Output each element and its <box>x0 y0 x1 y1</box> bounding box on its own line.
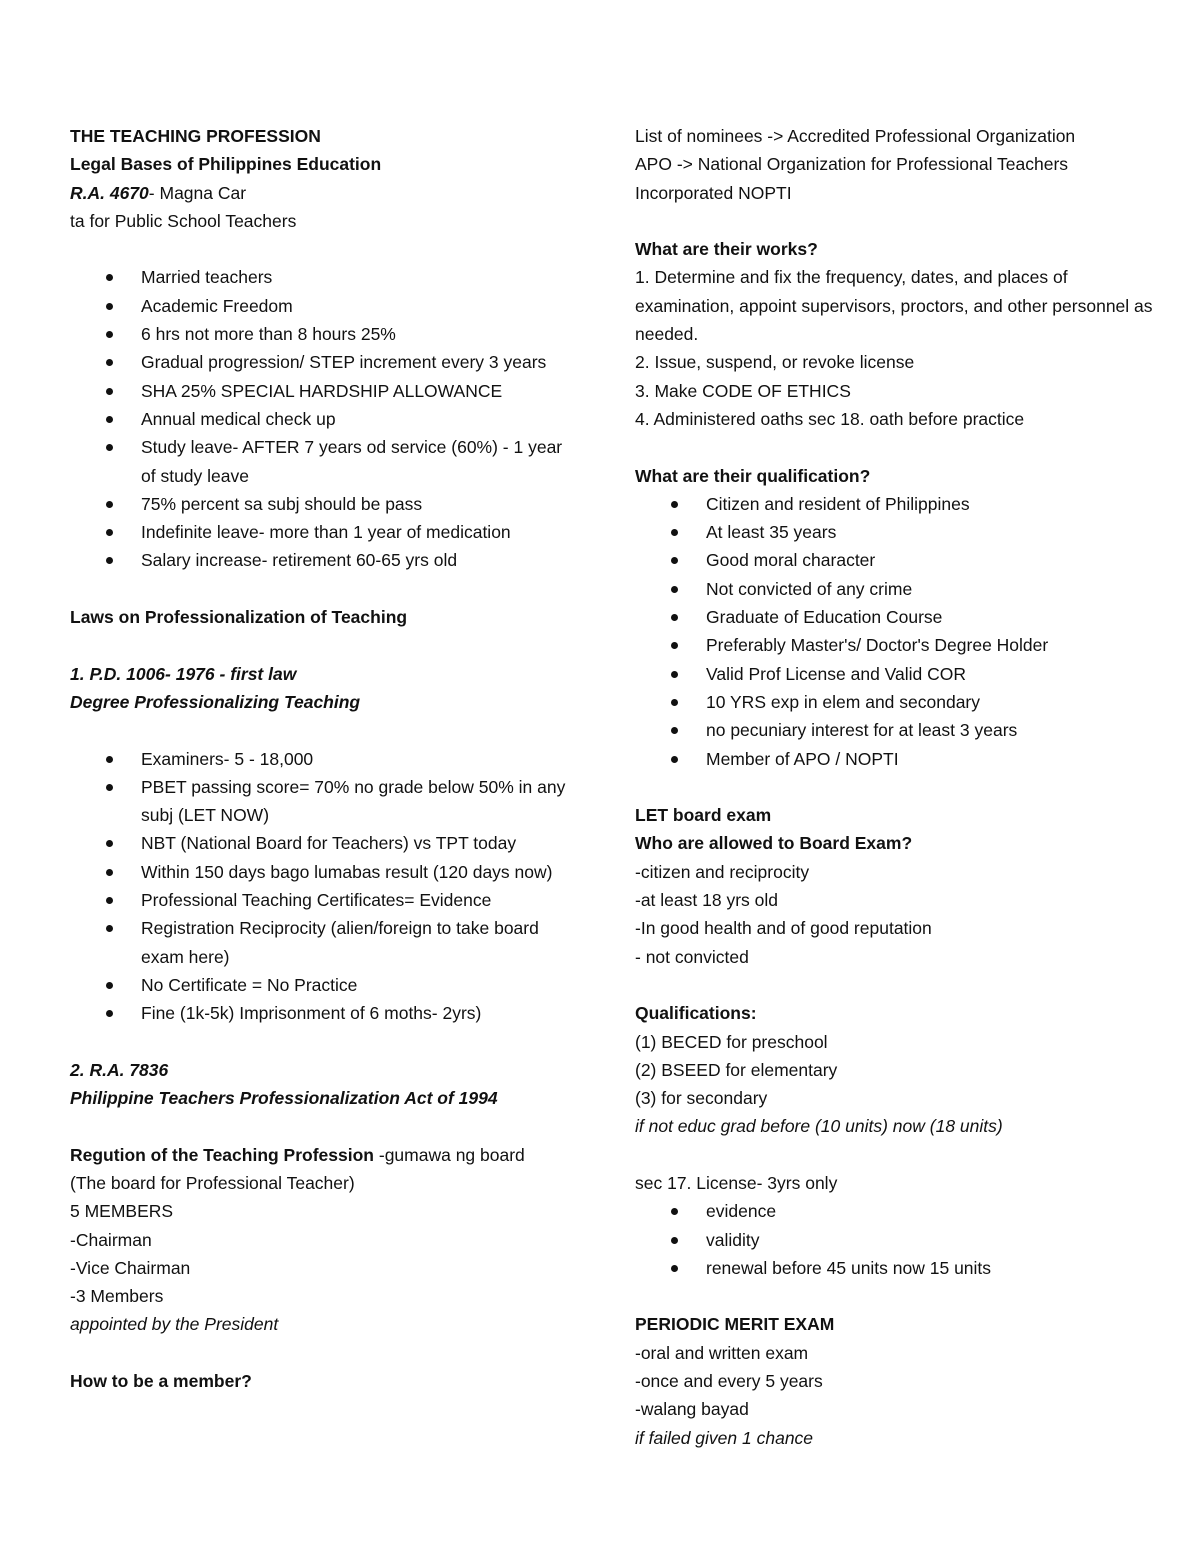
list-item: Good moral character <box>635 546 1155 574</box>
member-vice-chairman: -Vice Chairman <box>70 1257 191 1278</box>
sec17-heading: sec 17. License- 3yrs only <box>635 1172 838 1193</box>
appointed-note: appointed by the President <box>70 1314 279 1335</box>
works-item-1: 1. Determine and fix the frequency, dates, and places of examination, appoint supervisors, proctors, and other personnel as needed. <box>635 267 1153 345</box>
list-item: 75% percent sa subj should be pass <box>70 490 580 518</box>
qualification-heading: What are their qualification? <box>635 465 871 486</box>
ra4670-rest: - Magna Car <box>148 182 247 203</box>
left-column <box>70 122 580 1395</box>
qualification-list <box>635 490 1155 773</box>
member-chairman: -Chairman <box>70 1229 152 1250</box>
who-item-4: - not convicted <box>635 946 749 967</box>
who-item-1: -citizen and reciprocity <box>635 861 810 882</box>
ra4670-code: R.A. 4670 <box>70 182 149 203</box>
qualifications-note: if not educ grad before (10 units) now (18 units) <box>635 1116 1003 1137</box>
nominees-line-1: List of nominees -> Accredited Professional Organization <box>635 126 1076 146</box>
list-item: Preferably Master's/ Doctor's Degree Holder <box>635 631 1155 659</box>
regution-heading <box>70 1141 580 1169</box>
works-item-2: 2. Issue, suspend, or revoke license <box>635 352 915 373</box>
list-item: Fine (1k-5k) Imprisonment of 6 moths- 2yrs) <box>70 999 580 1027</box>
ra7836-title: 2. R.A. 7836 <box>70 1059 169 1080</box>
regution-bold: Regution of the Teaching Profession <box>70 1144 374 1165</box>
ra4670-list <box>70 263 580 574</box>
how-member-heading: How to be a member? <box>70 1371 252 1392</box>
ra4670-heading <box>70 179 580 207</box>
list-item: Member of APO / NOPTI <box>635 745 1155 773</box>
qualifications-heading: Qualifications: <box>635 1003 757 1024</box>
regution-rest: -gumawa ng board <box>374 1144 525 1165</box>
page-title: THE TEACHING PROFESSION <box>70 126 321 146</box>
who-allowed-heading: Who are allowed to Board Exam? <box>635 833 913 854</box>
pme-item-2: -once and every 5 years <box>635 1371 823 1392</box>
pme-item-1: -oral and written exam <box>635 1342 809 1363</box>
qualifications-item-1: (1) BECED for preschool <box>635 1031 828 1052</box>
list-item: SHA 25% SPECIAL HARDSHIP ALLOWANCE <box>70 377 580 405</box>
list-item: evidence <box>635 1197 1155 1225</box>
legal-bases-heading: Legal Bases of Philippines Education <box>70 154 382 175</box>
who-item-2: -at least 18 yrs old <box>635 890 778 911</box>
works-item-3: 3. Make CODE OF ETHICS <box>635 380 851 401</box>
list-item: Annual medical check up <box>70 405 580 433</box>
list-item: At least 35 years <box>635 518 1155 546</box>
qualifications-item-2: (2) BSEED for elementary <box>635 1059 838 1080</box>
list-item: Examiners- 5 - 18,000 <box>70 745 580 773</box>
list-item: Not convicted of any crime <box>635 575 1155 603</box>
nominees-line-3: Incorporated NOPTI <box>635 182 792 203</box>
let-heading: LET board exam <box>635 805 772 826</box>
pd1006-list <box>70 745 580 1028</box>
right-column <box>635 122 1155 1452</box>
list-item: Indefinite leave- more than 1 year of medication <box>70 518 580 546</box>
ra7836-subtitle: Philippine Teachers Professionalization Act of 1994 <box>70 1088 498 1109</box>
list-item: Married teachers <box>70 263 580 291</box>
list-item: 6 hrs not more than 8 hours 25% <box>70 320 580 348</box>
works-heading: What are their works? <box>635 239 818 260</box>
list-item: Gradual progression/ STEP increment every 3 years <box>70 348 580 376</box>
list-item: 10 YRS exp in elem and secondary <box>635 688 1155 716</box>
list-item: Registration Reciprocity (alien/foreign to take board exam here) <box>70 914 580 971</box>
list-item: NBT (National Board for Teachers) vs TPT today <box>70 829 580 857</box>
list-item: Study leave- AFTER 7 years od service (60%) - 1 year of study leave <box>70 433 580 490</box>
list-item: Salary increase- retirement 60-65 yrs old <box>70 546 580 574</box>
laws-heading: Laws on Professionalization of Teaching <box>70 607 408 628</box>
works-item-4: 4. Administered oaths sec 18. oath before practice <box>635 408 1025 429</box>
list-item: no pecuniary interest for at least 3 years <box>635 716 1155 744</box>
pme-heading: PERIODIC MERIT EXAM <box>635 1314 835 1335</box>
board-name: (The board for Professional Teacher) <box>70 1172 355 1193</box>
list-item: Citizen and resident of Philippines <box>635 490 1155 518</box>
list-item: renewal before 45 units now 15 units <box>635 1254 1155 1282</box>
member-three: -3 Members <box>70 1286 164 1307</box>
list-item: Professional Teaching Certificates= Evidence <box>70 886 580 914</box>
sec17-list <box>635 1197 1155 1282</box>
list-item: Valid Prof License and Valid COR <box>635 660 1155 688</box>
list-item: Graduate of Education Course <box>635 603 1155 631</box>
list-item: Within 150 days bago lumabas result (120 days now) <box>70 858 580 886</box>
pme-item-3: -walang bayad <box>635 1399 749 1420</box>
list-item: validity <box>635 1226 1155 1254</box>
nominees-line-2: APO -> National Organization for Professional Teachers <box>635 154 1069 175</box>
list-item: No Certificate = No Practice <box>70 971 580 999</box>
qualifications-item-3: (3) for secondary <box>635 1088 768 1109</box>
members-count: 5 MEMBERS <box>70 1201 174 1222</box>
ra4670-continued: ta for Public School Teachers <box>70 210 297 231</box>
list-item: PBET passing score= 70% no grade below 50% in any subj (LET NOW) <box>70 773 580 830</box>
pd1006-title: 1. P.D. 1006- 1976 - first law <box>70 663 297 684</box>
pd1006-subtitle: Degree Professionalizing Teaching <box>70 691 361 712</box>
pme-note: if failed given 1 chance <box>635 1427 814 1448</box>
list-item: Academic Freedom <box>70 292 580 320</box>
who-item-3: -In good health and of good reputation <box>635 918 932 939</box>
